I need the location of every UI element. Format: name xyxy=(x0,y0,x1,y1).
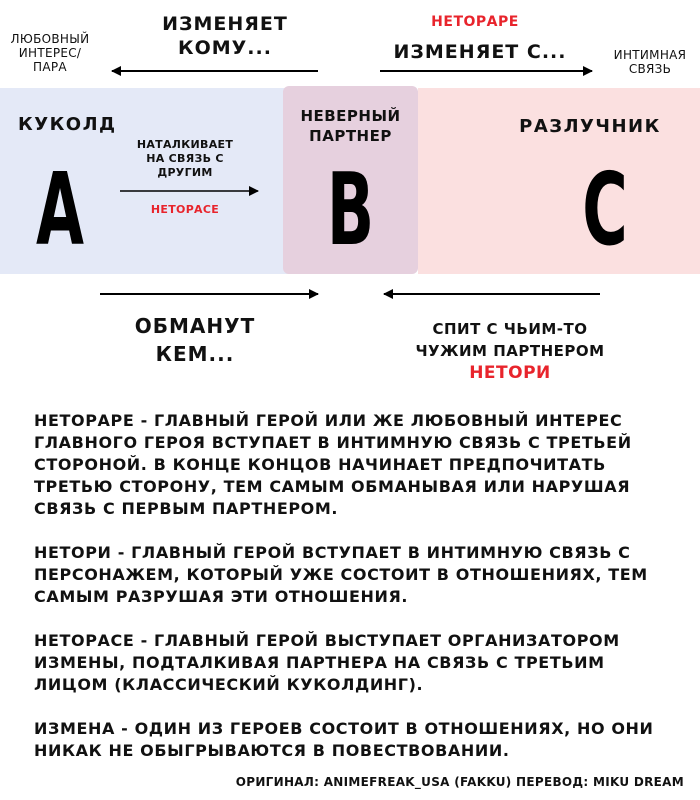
push-text: НАТАЛКИВАЕТ НА СВЯЗЬ С ДРУГИМ xyxy=(136,138,234,179)
top-left-heading: ИЗМЕНЯЕТ КОМУ... xyxy=(162,13,288,59)
letter-b-wrap xyxy=(283,151,418,268)
top-right-tag: НЕТОРАРЕ xyxy=(431,14,519,30)
bottom-left-heading: ОБМАНУТ КЕМ... xyxy=(134,314,256,366)
top-left-label: ЛЮБОВНЫЙ ИНТЕРЕС/ ПАРА xyxy=(10,32,90,74)
top-right-label: ИНТИМНАЯ СВЯЗЬ xyxy=(613,48,687,76)
desc-netori: НЕТОРИ - ГЛАВНЫЙ ГЕРОЙ ВСТУПАЕТ В ИНТИМНУЮ СВЯЗЬ С ПЕРСОНАЖЕМ, КОТОРЫЙ УЖЕ СОСТОИТ В ОТНОШЕНИЯХ, ТЕМ САМЫМ РАЗРУШАЯ ЭТИ ОТНОШЕНИЯ. xyxy=(34,543,648,606)
letter-c-wrap xyxy=(545,151,665,268)
push-tag: НЕТОРАСЕ xyxy=(150,203,220,216)
letter-a-wrap xyxy=(0,151,120,268)
letter-c: C xyxy=(582,151,628,268)
desc-netorare: НЕТОРАРЕ - ГЛАВНЫЙ ГЕРОЙ ИЛИ ЖЕ ЛЮБОВНЫЙ ИНТЕРЕС ГЛАВНОГО ГЕРОЯ ВСТУПАЕТ В ИНТИМНУЮ СВЯЗЬ С ТРЕТЬЕЙ СТОРОНОЙ. В КОНЦЕ КОНЦОВ НАЧИНАЕТ ПРЕДПОЧИТАТЬ ТРЕТЬЮ СТОРОНУ, ТЕМ САМЫМ ОБМАНЫВАЯ ИЛИ НАРУШАЯ СВЯЗЬ С ПЕРВЫМ ПАРТНЕРОМ. xyxy=(34,411,632,518)
role-c-label: РАЗЛУЧНИК xyxy=(519,116,661,137)
bottom-right-text: СПИТ С ЧЬИМ-ТО ЧУЖИМ ПАРТНЕРОМ xyxy=(415,320,605,360)
desc-cheating: ИЗМЕНА - ОДИН ИЗ ГЕРОЕВ СОСТОИТ В ОТНОШЕНИЯХ, НО ОНИ НИКАК НЕ ОБЫГРЫВАЮТСЯ В ПОВЕСТВОВАНИИ. xyxy=(34,719,654,760)
role-b-label: НЕВЕРНЫЙ ПАРТНЕР xyxy=(300,107,401,145)
letter-b: B xyxy=(326,151,375,268)
letter-a: A xyxy=(36,151,84,268)
role-a-label: КУКОЛД xyxy=(18,114,117,135)
credit-line: ОРИГИНАЛ: ANIMEFREAK_USA (FAKKU) ПЕРЕВОД: MIKU DREAM xyxy=(235,775,684,789)
desc-netorase: НЕТОРАСЕ - ГЛАВНЫЙ ГЕРОЙ ВЫСТУПАЕТ ОРГАНИЗАТОРОМ ИЗМЕНЫ, ПОДТАЛКИВАЯ ПАРТНЕРА НА СВЯЗЬ С ТРЕТЬИМ ЛИЦОМ (КЛАССИЧЕСКИЙ КУКОЛДИНГ). xyxy=(34,631,620,694)
bottom-right-tag: НЕТОРИ xyxy=(469,363,551,383)
top-right-heading: ИЗМЕНЯЕТ С... xyxy=(393,41,567,63)
